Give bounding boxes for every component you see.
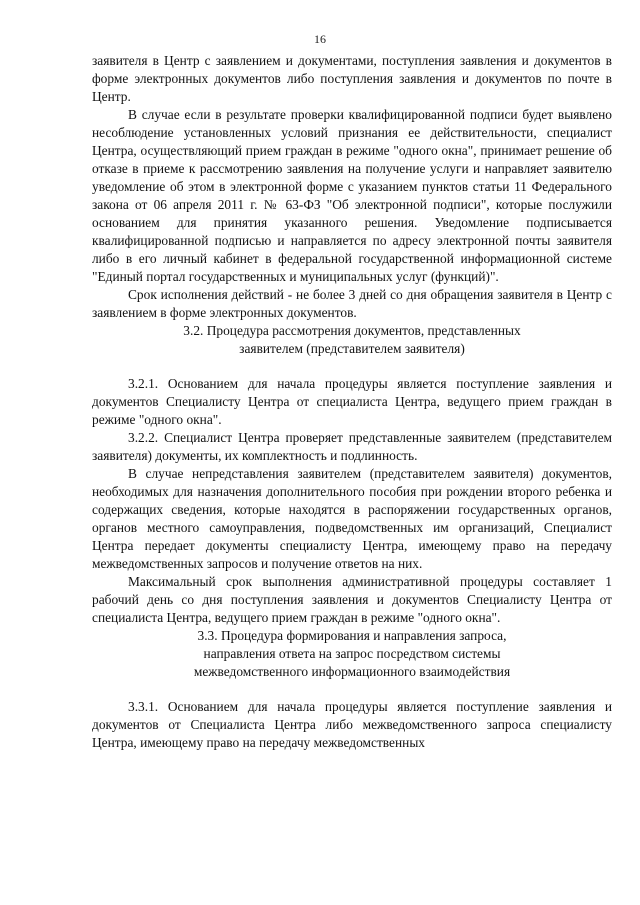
section-3-3-heading-line2: направления ответа на запрос посредством системы (203, 646, 501, 661)
paragraph-continuation: заявителя в Центр с заявлением и документами, поступления заявления и документов в форме электронных документов либо поступления заявления и документов по почте в Центр. (92, 53, 612, 104)
paragraph-3-2-2: 3.2.2. Специалист Центра проверяет представленные заявителем (представителем заявителя) документы, их комплектность и подлинность. (92, 430, 612, 463)
section-3-3-heading-line1: 3.3. Процедура формирования и направления запроса, (197, 628, 507, 643)
section-3-3-heading (92, 627, 612, 681)
paragraph-3-2-max-term: Максимальный срок выполнения административной процедуры составляет 1 рабочий день со дня поступления заявления и документов Специалисту Центра от специалиста Центра, ведущего прием граждан в режиме "одного окна". (92, 574, 612, 625)
document-body (92, 52, 612, 752)
paragraph-3-2-missing-docs: В случае непредставления заявителем (представителем заявителя) документов, необходимых для назначения дополнительного пособия при рождении второго ребенка и содержащих сведения, которые находятся в распоряжении государственных органов, органов местного самоуправления, подведомственных им организаций, Специалист Центра передает документы специалисту Центра, имеющему право на передачу межведомственных запросов и получение ответов на них. (92, 466, 612, 571)
paragraph-3-2-1: 3.2.1. Основанием для начала процедуры является поступление заявления и документов Специалисту Центра от специалиста Центра, ведущего прием граждан в режиме "одного окна". (92, 376, 612, 427)
section-3-2-heading-line2: заявителем (представителем заявителя) (239, 341, 465, 356)
section-3-3-heading-line3: межведомственного информационного взаимодействия (193, 664, 511, 679)
paragraph-deadline: Срок исполнения действий - не более 3 дней со дня обращения заявителя в Центр с заявлением в форме электронных документов. (92, 287, 612, 320)
section-3-2-heading (92, 322, 612, 358)
section-3-2-heading-line1: 3.2. Процедура рассмотрения документов, представленных (183, 323, 521, 338)
paragraph-3-3-1: 3.3.1. Основанием для начала процедуры является поступление заявления и документов от Специалиста Центра либо межведомственного запроса специалисту Центра, имеющему право на передачу межведомственных (92, 699, 612, 750)
page-number: 16 (314, 32, 326, 46)
paragraph-signature-check: В случае если в результате проверки квалифицированной подписи будет выявлено несоблюдение установленных условий признания ее действительности, специалист Центра, осуществляющий прием граждан в режиме "одного окна", принимает решение об отказе в приеме к рассмотрению заявления на получение услуги и направляет заявителю уведомление об этом в электронной форме с указанием пунктов статьи 11 Федерального закона от 06 апреля 2011 г. № 63-ФЗ "Об электронной подписи", которые послужили основанием для принятия указанного решения. Уведомление подписывается квалифицированной подписью и направляется по адресу электронной почты заявителя либо в его личный кабинет в федеральной государственной информационной системе "Единый портал государственных и муниципальных услуг (функций)". (92, 107, 612, 284)
